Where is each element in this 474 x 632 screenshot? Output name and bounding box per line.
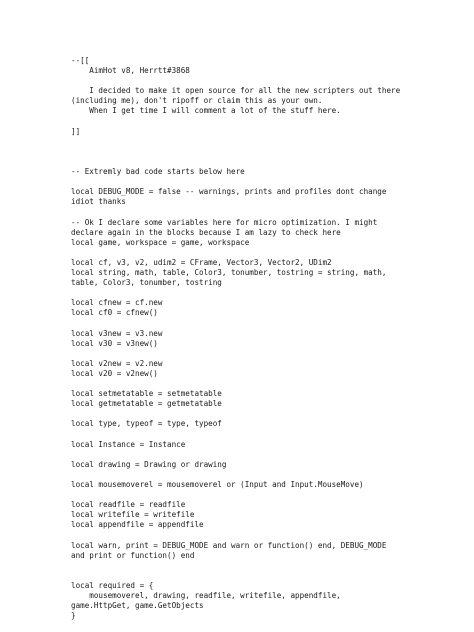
code-line: local drawing = Drawing or drawing: [71, 459, 227, 469]
code-line: local string, math, table, Color3, tonumber, tostring = string, math,: [71, 267, 387, 277]
blank-line: [71, 177, 466, 187]
code-line: local type, typeof = type, typeof: [71, 419, 222, 429]
code-line: I decided to make it open source for all the new scripters out there: [71, 86, 401, 96]
code-line: local readfile = readfile: [71, 500, 186, 510]
code-line: local required = {: [71, 580, 154, 590]
code-line: local cf0 = cfnew(): [71, 308, 158, 318]
blank-line: [71, 429, 466, 439]
blank-line: [71, 470, 466, 480]
code-line: --[[: [71, 56, 90, 65]
blank-line: [71, 207, 466, 217]
code-line: local writefile = writefile: [71, 510, 195, 520]
code-line: (including me), don't ripoff or claim this as your own.: [71, 96, 323, 106]
blank-line: [71, 288, 466, 298]
code-line: table, Color3, tonumber, tostring: [71, 278, 222, 288]
code-line: }: [71, 611, 76, 621]
blank-line: [71, 530, 466, 540]
code-line: idiot thanks: [71, 197, 126, 207]
code-line: local v2new = v2.new: [71, 358, 163, 368]
code-line: declare again in the blocks because I am lazy to check here: [71, 227, 341, 237]
blank-line: [71, 571, 466, 581]
blank-line: [71, 349, 466, 359]
blank-line: [71, 248, 466, 258]
blank-line: [71, 157, 466, 167]
code-line: When I get time I will comment a lot of the stuff here.: [71, 106, 341, 116]
blank-line: [71, 490, 466, 500]
code-line: local v20 = v2new(): [71, 368, 158, 378]
blank-line: [71, 561, 466, 571]
blank-line: [71, 147, 466, 157]
blank-line: [71, 117, 466, 127]
code-line: -- Ok I declare some variables here for micro optimization. I might: [71, 217, 378, 227]
blank-line: [71, 76, 466, 86]
code-line: local setmetatable = setmetatable: [71, 389, 222, 399]
code-line: ]]: [71, 126, 81, 136]
code-line: local cf, v3, v2, udim2 = CFrame, Vector3, Vector2, UDim2: [71, 257, 332, 267]
code-line: local cfnew = cf.new: [71, 298, 163, 308]
code-line: AimHot v8, Herrtt#3868: [71, 66, 190, 76]
blank-line: [71, 379, 466, 389]
code-line: local mousemoverel = mousemoverel or (Input and Input.MouseMove): [71, 479, 364, 489]
code-line: local v30 = v3new(): [71, 338, 158, 348]
code-line: local warn, print = DEBUG_MODE and warn or function() end, DEBUG_MODE: [71, 540, 387, 550]
blank-line: [71, 450, 466, 460]
code-line: game.HttpGet, game.GetObjects: [71, 601, 204, 611]
code-line: local DEBUG_MODE = false -- warnings, prints and profiles dont change: [71, 187, 387, 197]
code-line: local v3new = v3.new: [71, 328, 163, 338]
code-line: local game, workspace = game, workspace: [71, 237, 250, 247]
blank-line: [71, 409, 466, 419]
blank-line: [71, 137, 466, 147]
code-block: [71, 56, 466, 621]
blank-line: [71, 318, 466, 328]
code-line: -- Extremly bad code starts below here: [71, 167, 245, 177]
code-line: local getmetatable = getmetatable: [71, 399, 222, 409]
code-line: local appendfile = appendfile: [71, 520, 204, 530]
code-line: mousemoverel, drawing, readfile, writefile, appendfile,: [71, 590, 341, 600]
code-line: local Instance = Instance: [71, 439, 186, 449]
code-line: and print or function() end: [71, 550, 195, 560]
